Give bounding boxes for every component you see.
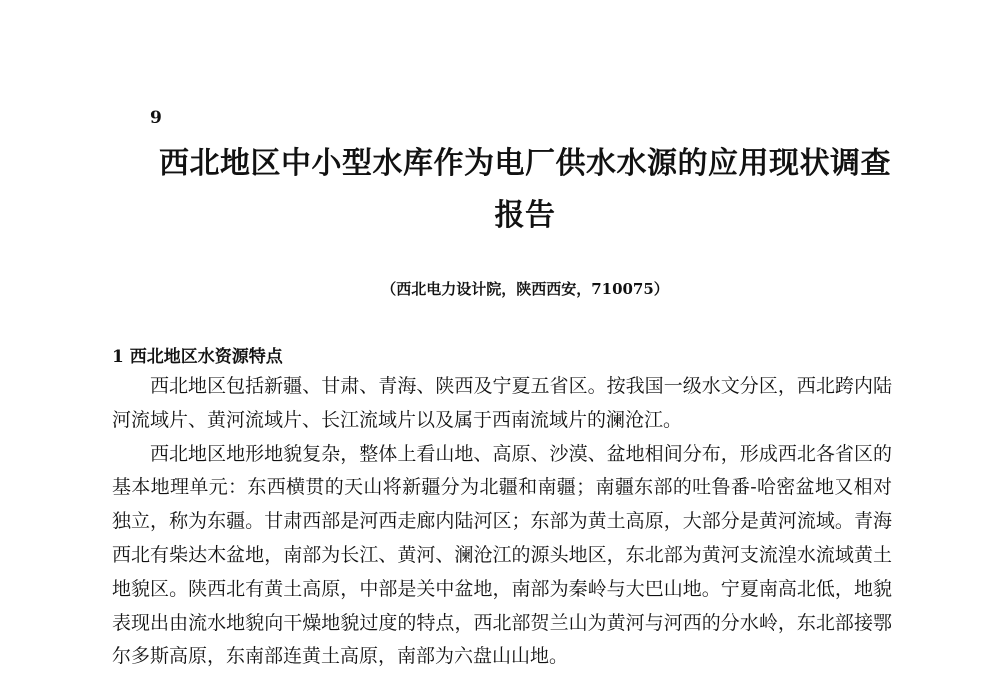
paper-title: 西北地区中小型水库作为电厂供水水源的应用现状调查报告 bbox=[159, 146, 891, 233]
section-heading: 1 西北地区水资源特点 bbox=[112, 347, 283, 367]
paragraph-2: 西北地区地形地貌复杂，整体上看山地、高原、沙漠、盆地相间分布，形成西北各省区的基本地理单元：东西横贯的天山将新疆分为北疆和南疆；南疆东部的吐鲁番-哈密盆地又相对独立，称为东疆。甘肃西部是河西走廊内陆河区；东部为黄土高原，大部分是黄河流域。青海西北有柴达木盆地，南部为长江、黄河、澜沧江的源头地区，东北部为黄河支流湟水流域黄土地貌区。陕西北有黄土高原，中部是关中盆地，南部为秦岭与大巴山地。宁夏南高北低，地貌表现出由流水地貌向干燥地貌过度的特点，西北部贺兰山为黄河与河西的分水岭，东北部接鄂尔多斯高原，东南部连黄土高原，南部为六盘山山地。 bbox=[112, 442, 892, 668]
paragraph-1: 西北地区包括新疆、甘肃、青海、陕西及宁夏五省区。按我国一级水文分区，西北跨内陆河流域片、黄河流域片、长江流域片以及属于西南流域片的澜沧江。 bbox=[112, 375, 892, 431]
page-number: 9 bbox=[150, 108, 162, 128]
section-body bbox=[112, 370, 892, 674]
author-affiliation: （西北电力设计院，陕西西安，710075） bbox=[381, 280, 669, 298]
